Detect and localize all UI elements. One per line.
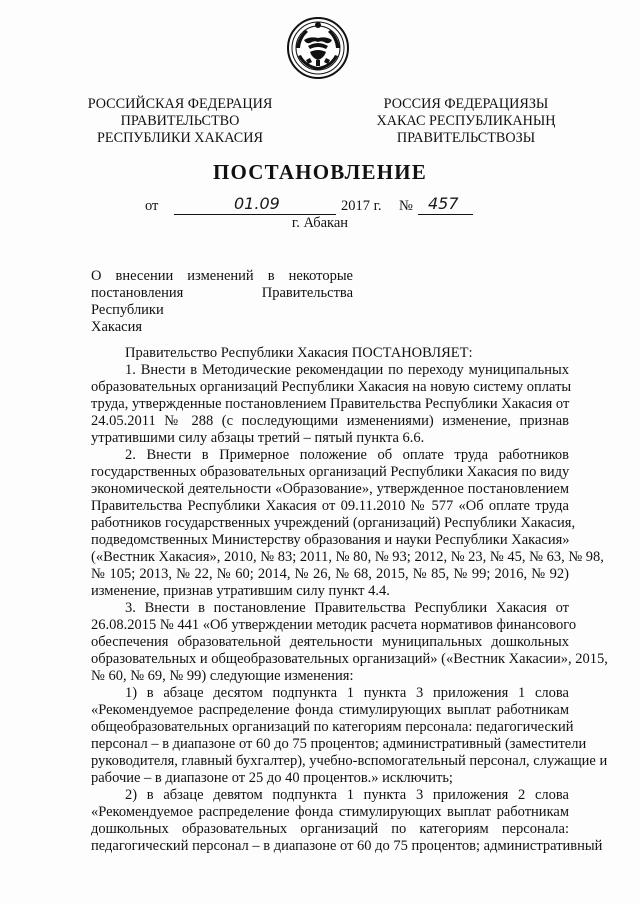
preamble: Правительство Республики Хакасия ПОСТАНОВЛЯЕТ: — [125, 345, 473, 361]
p3-2-line: 2) в абзаце девятом подпункта 1 пункта 3 приложения 2 слова — [125, 787, 569, 803]
from-label: от — [145, 198, 159, 214]
p2-line: подведомственных Министерству образования и науки Республики Хакасия» — [91, 532, 570, 548]
paragraph-3-2 — [91, 787, 603, 855]
p3-line: 3. Внести в постановление Правительства Республики Хакасия от — [125, 600, 569, 616]
p2-line: Правительства Республики Хакасия от 09.11.2010 № 577 «Об оплате труда — [91, 498, 569, 514]
p3-1-line: руководителя, главный бухгалтер), учебно-вспомогательный персонал, служащие и — [91, 753, 608, 769]
header-left — [80, 96, 280, 147]
p3-line: обеспечения образовательной деятельности муниципальных дошкольных — [91, 634, 569, 650]
number-label: № — [399, 198, 413, 214]
year-label: 2017 г. — [341, 198, 382, 214]
p2-line: работников государственных учреждений (организаций) Республики Хакасия, — [91, 515, 576, 531]
p2-line: № 105; 2013, № 22, № 60; 2014, № 26, № 68, 2015, № 85, № 99; 2016, № 92) — [91, 566, 569, 582]
subject-line-3: Хакасия — [91, 319, 143, 335]
p3-1-line: персонал – в диапазоне от 60 до 75 процентов; административный (заместители — [91, 736, 587, 752]
p2-line: изменение, признав утратившим силу пункт 4.4. — [91, 583, 390, 599]
p3-1-line: общеобразовательных организаций по категориям персонала: педагогический — [91, 719, 574, 735]
p3-2-line: педагогический персонал – в диапазоне от 60 до 75 процентов; административный — [91, 838, 603, 854]
p2-line: 2. Внести в Примерное положение об оплате труда работников — [125, 447, 569, 463]
paragraph-3-1 — [91, 685, 608, 787]
paragraph-2 — [91, 447, 604, 600]
header-right-line-2: ХАКАС РЕСПУБЛИКАНЫҢ — [376, 113, 556, 129]
p1-line: утратившими силу абзацы третий – пятый пункта 6.6. — [91, 430, 425, 446]
p1-line: образовательных организаций Республики Хакасия на новую систему оплаты — [91, 379, 572, 395]
document-title: ПОСТАНОВЛЕНИЕ — [212, 160, 428, 184]
p2-line: («Вестник Хакасия», 2010, № 83; 2011, № 80, № 93; 2012, № 23, № 45, № 63, № 98, — [91, 549, 604, 565]
subject-block — [91, 268, 353, 336]
p1-line: труда, утвержденные постановлением Правительства Республики Хакасия от — [91, 396, 570, 412]
p2-line: государственных образовательных организаций Республики Хакасия по виду — [91, 464, 570, 480]
header-left-line-1: РОССИЙСКАЯ ФЕДЕРАЦИЯ — [87, 96, 273, 112]
p3-line: № 60, № 69, № 99) следующие изменения: — [91, 668, 354, 684]
p3-2-line: дошкольных образовательных организаций по категориям персонала: — [91, 821, 569, 837]
p3-line: образовательных и общеобразовательных организаций» («Вестник Хакасии», 2015, — [91, 651, 608, 667]
header-right-line-3: ПРАВИТЕЛЬСТВОЗЫ — [396, 130, 536, 146]
header-right-line-1: РОССИЯ ФЕДЕРАЦИЯЗЫ — [383, 96, 549, 112]
subject-line-2: постановления Правительства Республики — [91, 285, 353, 318]
number-handwritten: 457 — [428, 194, 459, 213]
subject-line-1: О внесении изменений в некоторые — [91, 268, 353, 284]
header-left-line-3: РЕСПУБЛИКИ ХАКАСИЯ — [97, 130, 263, 146]
p3-2-line: «Рекомендуемое распределение фонда стимулирующих выплат работникам — [91, 804, 569, 820]
document-body — [91, 345, 608, 855]
city-label: г. Абакан — [291, 215, 349, 231]
header-right — [366, 96, 566, 147]
p1-line: 24.05.2011 № 288 (с последующими изменениями) изменение, признав — [91, 413, 569, 429]
header-left-line-2: ПРАВИТЕЛЬСТВО — [120, 113, 240, 129]
p3-line: 26.08.2015 № 441 «Об утверждении методик расчета нормативов финансового — [91, 617, 577, 633]
date-handwritten: 01.09 — [234, 194, 280, 213]
p3-1-line: 1) в абзаце десятом подпункта 1 пункта 3 приложения 1 слова — [125, 685, 569, 701]
p1-line: 1. Внести в Методические рекомендации по переходу муниципальных — [125, 362, 569, 378]
coat-of-arms-emblem — [286, 16, 350, 80]
p2-line: экономической деятельности «Образование», утвержденное постановлением — [91, 481, 569, 497]
paragraph-1 — [91, 362, 572, 447]
paragraph-3 — [91, 600, 608, 685]
p3-1-line: рабочие – в диапазоне от 25 до 40 процентов.» исключить; — [91, 770, 453, 786]
p3-1-line: «Рекомендуемое распределение фонда стимулирующих выплат работникам — [91, 702, 569, 718]
